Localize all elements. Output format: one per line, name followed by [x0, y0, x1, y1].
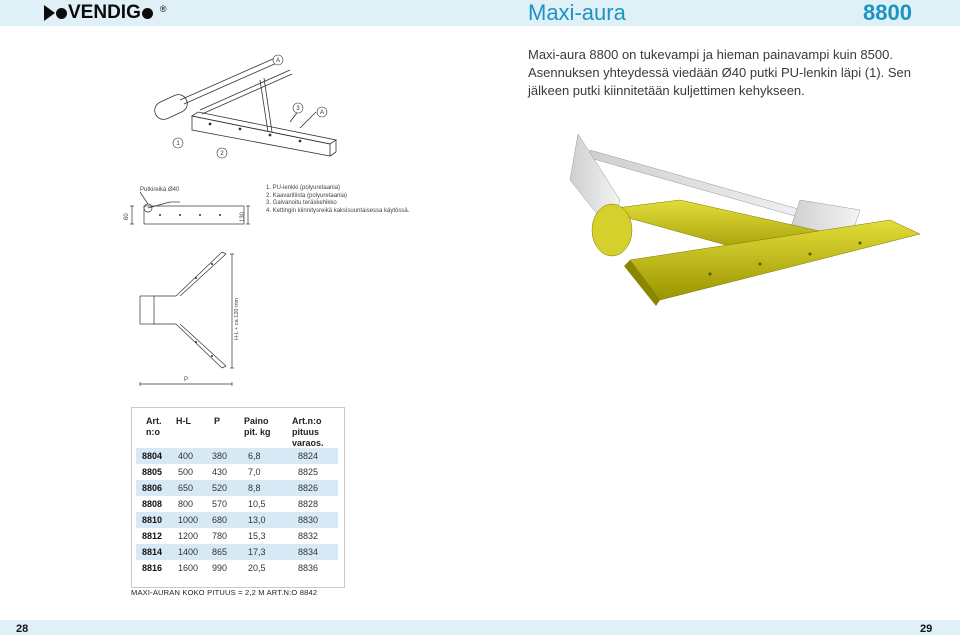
table-row [136, 480, 338, 496]
cell-weight: 10,5 [248, 499, 266, 509]
registered-mark: ® [159, 4, 167, 14]
header-weight: Paino pit. kg [244, 416, 271, 437]
cell-weight: 6,8 [248, 451, 261, 461]
cell-p: 570 [212, 499, 228, 509]
callout-2: 2 [220, 151, 224, 157]
cell-weight: 17,3 [248, 547, 266, 557]
footer-band [0, 620, 960, 635]
cell-weight: 13,0 [248, 515, 266, 525]
cell-hl: 1200 [178, 531, 199, 541]
cell-art: 8814 [142, 547, 163, 557]
callout-a1: A [275, 58, 281, 64]
cell-spare: 8830 [298, 515, 319, 525]
cell-hl: 1000 [178, 515, 199, 525]
logo-triangle-icon [44, 5, 55, 21]
cell-spare: 8832 [298, 531, 319, 541]
intro-text: Maxi-aura 8800 on tukevampi ja hieman painavampi kuin 8500. Asennuksen yhteydessä viedään Ø40 putki PU-lenkin läpi (1). Sen jälkeen putki kiinnitetään kuljettimen kehykseen. [528, 47, 911, 98]
cell-p: 680 [212, 515, 228, 525]
cell-art: 8808 [142, 499, 163, 509]
front-view-drawing [120, 250, 260, 395]
cell-p: 990 [212, 563, 228, 573]
table-row [136, 544, 338, 560]
cell-spare: 8834 [298, 547, 319, 557]
dim-left: 60 [124, 213, 130, 220]
cell-art: 8816 [142, 563, 163, 573]
page-number-right: 29 [920, 623, 933, 635]
vendig-logo [44, 2, 167, 24]
dim-right: 130 [240, 211, 246, 222]
table-row [136, 560, 338, 576]
cell-p: 865 [212, 547, 228, 557]
page-number-left: 28 [16, 623, 29, 635]
callout-a2: A [319, 110, 325, 116]
spec-table [131, 407, 345, 588]
cell-spare: 8836 [298, 563, 319, 573]
header-art: Art. n:o [146, 416, 162, 437]
cell-p: 380 [212, 451, 228, 461]
legend-item: 2. Kaavaritiista (polyuretaania) [266, 192, 348, 199]
model-number: 8800 [863, 0, 912, 25]
logo-dot-icon [142, 8, 153, 19]
cell-art: 8806 [142, 483, 163, 493]
header-p: P [214, 416, 221, 426]
dim-bottom: P [184, 377, 189, 383]
logo-dot-icon [56, 8, 67, 19]
table-header [132, 410, 344, 448]
cell-p: 430 [212, 467, 228, 477]
legend-item: 1. PU-lenkki (polyuretaania) [266, 185, 341, 191]
cell-art: 8810 [142, 515, 163, 525]
cell-hl: 650 [178, 483, 194, 493]
table-row [136, 464, 338, 480]
cell-hl: 500 [178, 467, 194, 477]
page-title: Maxi-aura [528, 0, 626, 25]
cell-hl: 400 [178, 451, 194, 461]
cell-p: 780 [212, 531, 228, 541]
cell-weight: 8,8 [248, 483, 261, 493]
cell-p: 520 [212, 483, 228, 493]
cell-art: 8805 [142, 467, 163, 477]
legend-item: 3. Galvanoitu teräskehikko [266, 200, 337, 207]
cell-art: 8812 [142, 531, 163, 541]
table-row [136, 448, 338, 464]
callout-1: 1 [176, 141, 180, 147]
cell-spare: 8824 [298, 451, 319, 461]
total-length-note: MAXI-AURAN KOKO PITUUS = 2,2 M ART.N:O 8842 [131, 588, 318, 597]
side-view-drawing [120, 180, 260, 235]
header-hl: H-L [176, 416, 191, 426]
cell-hl: 800 [178, 499, 194, 509]
cell-spare: 8825 [298, 467, 319, 477]
table-row [136, 496, 338, 512]
cell-weight: 15,3 [248, 531, 266, 541]
cell-hl: 1600 [178, 563, 199, 573]
table-row [136, 512, 338, 528]
header-spare: Art.n:o pituus varaos. [292, 416, 324, 448]
parts-legend [266, 185, 409, 215]
cell-hl: 1400 [178, 547, 199, 557]
logo-text: VENDIG [68, 2, 141, 23]
hole-label: Putkireikä Ø40 [140, 187, 180, 193]
cell-art: 8804 [142, 451, 163, 461]
callout-3: 3 [296, 106, 300, 112]
isometric-drawing [140, 40, 360, 170]
product-photo [560, 130, 920, 310]
cell-spare: 8826 [298, 483, 319, 493]
table-row [136, 528, 338, 544]
cell-spare: 8828 [298, 499, 319, 509]
dim-vertical: H-L + ca 120 mm [234, 297, 240, 340]
legend-item: 4. Kettingin kiinnitysreikä kaksisuuntaisessa käytössä. [266, 207, 410, 214]
cell-weight: 7,0 [248, 467, 261, 477]
cell-weight: 20,5 [248, 563, 266, 573]
